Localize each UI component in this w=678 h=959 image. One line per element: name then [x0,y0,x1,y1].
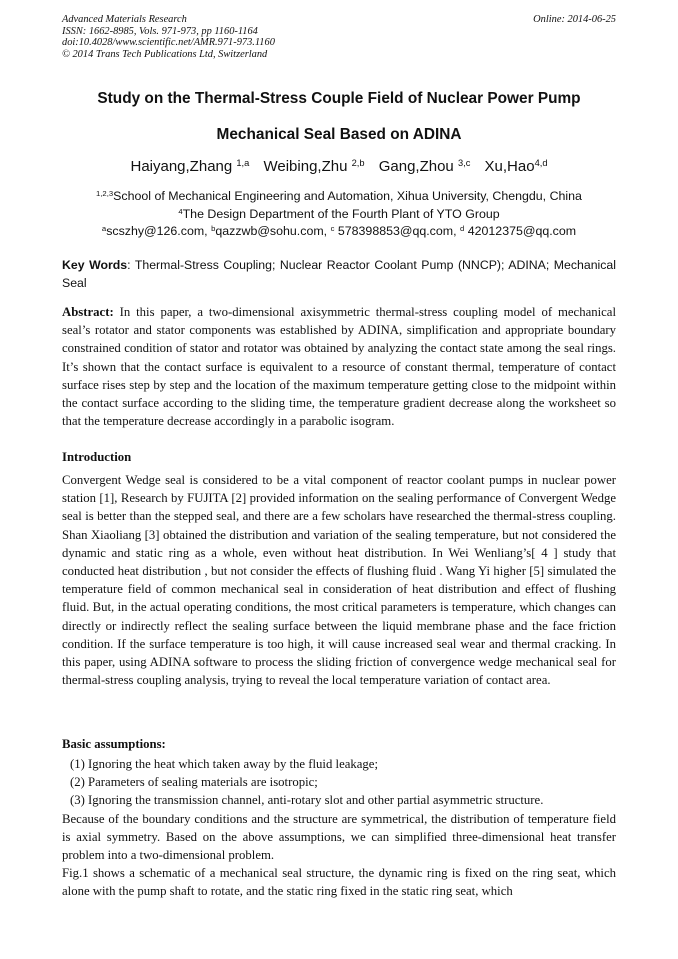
affiliation-text: School of Mechanical Engineering and Automation, Xihua University, Chengdu, China [113,189,582,203]
abstract-text: In this paper, a two-dimensional axisymmetric thermal-stress coupling model of mechanical seal’s rotator and stator components was established by ADINA, simplification and appropriate boundary constrained condition of stator and rotator was obtained by analyzing the contact state among the seal rings. It’s shown that the contact surface is equivalent to a resource of constant thermal, temperature of contact surface rises step by step and the location of the maximum temperature getting close to the midpoint within the contact surface according to the sliding time, the temperature gradient decrease along the worksheet so that the temperature decrease accordingly in a parabolic isogram. [62,305,617,429]
author [130,158,249,175]
list-item: (1) Ignoring the heat which taken away by the fluid leakage; [70,757,379,771]
paper-title-line-2: Mechanical Seal Based on ADINA [216,126,462,143]
journal-name: Advanced Materials Research [62,14,187,25]
email-sup: d [460,223,465,233]
list-item: (3) Ignoring the transmission channel, anti-rotary slot and other partial asymmetric structure. [70,793,544,808]
email-text: 42012375@qq.com [467,224,577,238]
journal-header [62,14,616,60]
abstract [62,303,616,430]
author-sup: 1,a [236,157,250,168]
author-list [40,158,638,176]
keywords-text: : Thermal-Stress Coupling; Nuclear Reactor Coolant Pump (NNCP); ADINA; Mechanical Seal [62,258,616,290]
introduction-text: Convergent Wedge seal is considered to be a vital component of reactor coolant pumps in nuclear power station [1], Research by FUJITA [2] provided information on the sealing performance of Convergent Wedge seal is better than the stepped seal, and there are a few scholars have researched the thermal-stress coupling. Shan Xiaoliang [3] obtained the distribution and variation of the sealing temperature, but not considered the dynamic and static ring as a whole, even without heat distribution. In Wei Wenliang’s[ 4 ] study that conducted heat distribution , but not consider the effects of flushing fluid . Wang Yi higher [5] simulated the temperature field of common mechanical seal in consideration of heat distribution and effect of flushing fluid. But, in the actual operating conditions, the most critical parameters is temperature, which changes can directly or indirectly reflect the sealing surface between the liquid membrane phase and the face friction condition. If the surface temperature is too high, it will cause increased seal wear and thermal cracking. In this paper, using ADINA software to process the sliding friction of convergence wedge mechanical seal for thermal-stress coupling analysis, trying to reveal the local temperature variation of contact area. [62,473,616,688]
email-line [40,224,638,239]
keywords-label: Key Words [62,258,128,272]
affiliation-1 [40,189,638,204]
author-sup: 3,c [457,157,471,168]
abstract-label: Abstract: [62,305,114,319]
affiliation-text: The Design Department of the Fourth Plant of YTO Group [182,207,500,221]
doi-line: doi:10.4028/www.scientific.net/AMR.971-973.1160 [62,37,275,49]
copyright-line: © 2014 Trans Tech Publications Ltd, Switzerland [62,48,268,60]
author-name: Weibing,Zhu [263,158,348,175]
author-name: Haiyang,Zhang [130,158,233,175]
email-sup: b [211,223,216,233]
email-sup: a [101,223,107,233]
email-sup: c [330,223,335,233]
email-text: qazzwb@sohu.com, [215,224,328,238]
author-name: Xu,Hao [484,158,535,175]
author [485,158,548,175]
author-sup: 4,d [534,157,548,168]
author [264,158,365,175]
email-text: scszhy@126.com, [106,224,208,238]
assumptions-list [70,755,616,810]
keywords [62,257,616,292]
affiliation-sup: 1,2,3 [96,188,114,198]
introduction-heading: Introduction [62,450,132,464]
email-text: 578398853@qq.com, [337,224,457,238]
online-date: Online: 2014-06-25 [533,14,616,25]
fig1-paragraph: Fig.1 shows a schematic of a mechanical seal structure, the dynamic ring is fixed on the ring seat, which alone with the pump shaft to rotate, and the static ring fixed in the static ring seat, which [62,866,616,899]
paper-title-line-1: Study on the Thermal-Stress Couple Field of Nuclear Power Pump [97,90,581,107]
author-sup: 2,b [351,157,365,168]
author-name: Gang,Zhou [378,158,454,175]
assumptions-paragraph: Because of the boundary conditions and the structure are symmetrical, the distribution of temperature field is axial symmetry. Based on the above assumptions, we can simplified three-dimensional heat transfer problem into a two-dimensional problem. [62,812,616,863]
list-item: (2) Parameters of sealing materials are isotropic; [70,775,318,790]
basic-assumptions-heading: Basic assumptions: [62,737,166,751]
issn-line: ISSN: 1662-8985, Vols. 971-973, pp 1160-1164 [62,25,258,37]
author [379,158,471,175]
affiliation-sup: 4 [178,206,183,216]
affiliation-2 [40,207,638,222]
